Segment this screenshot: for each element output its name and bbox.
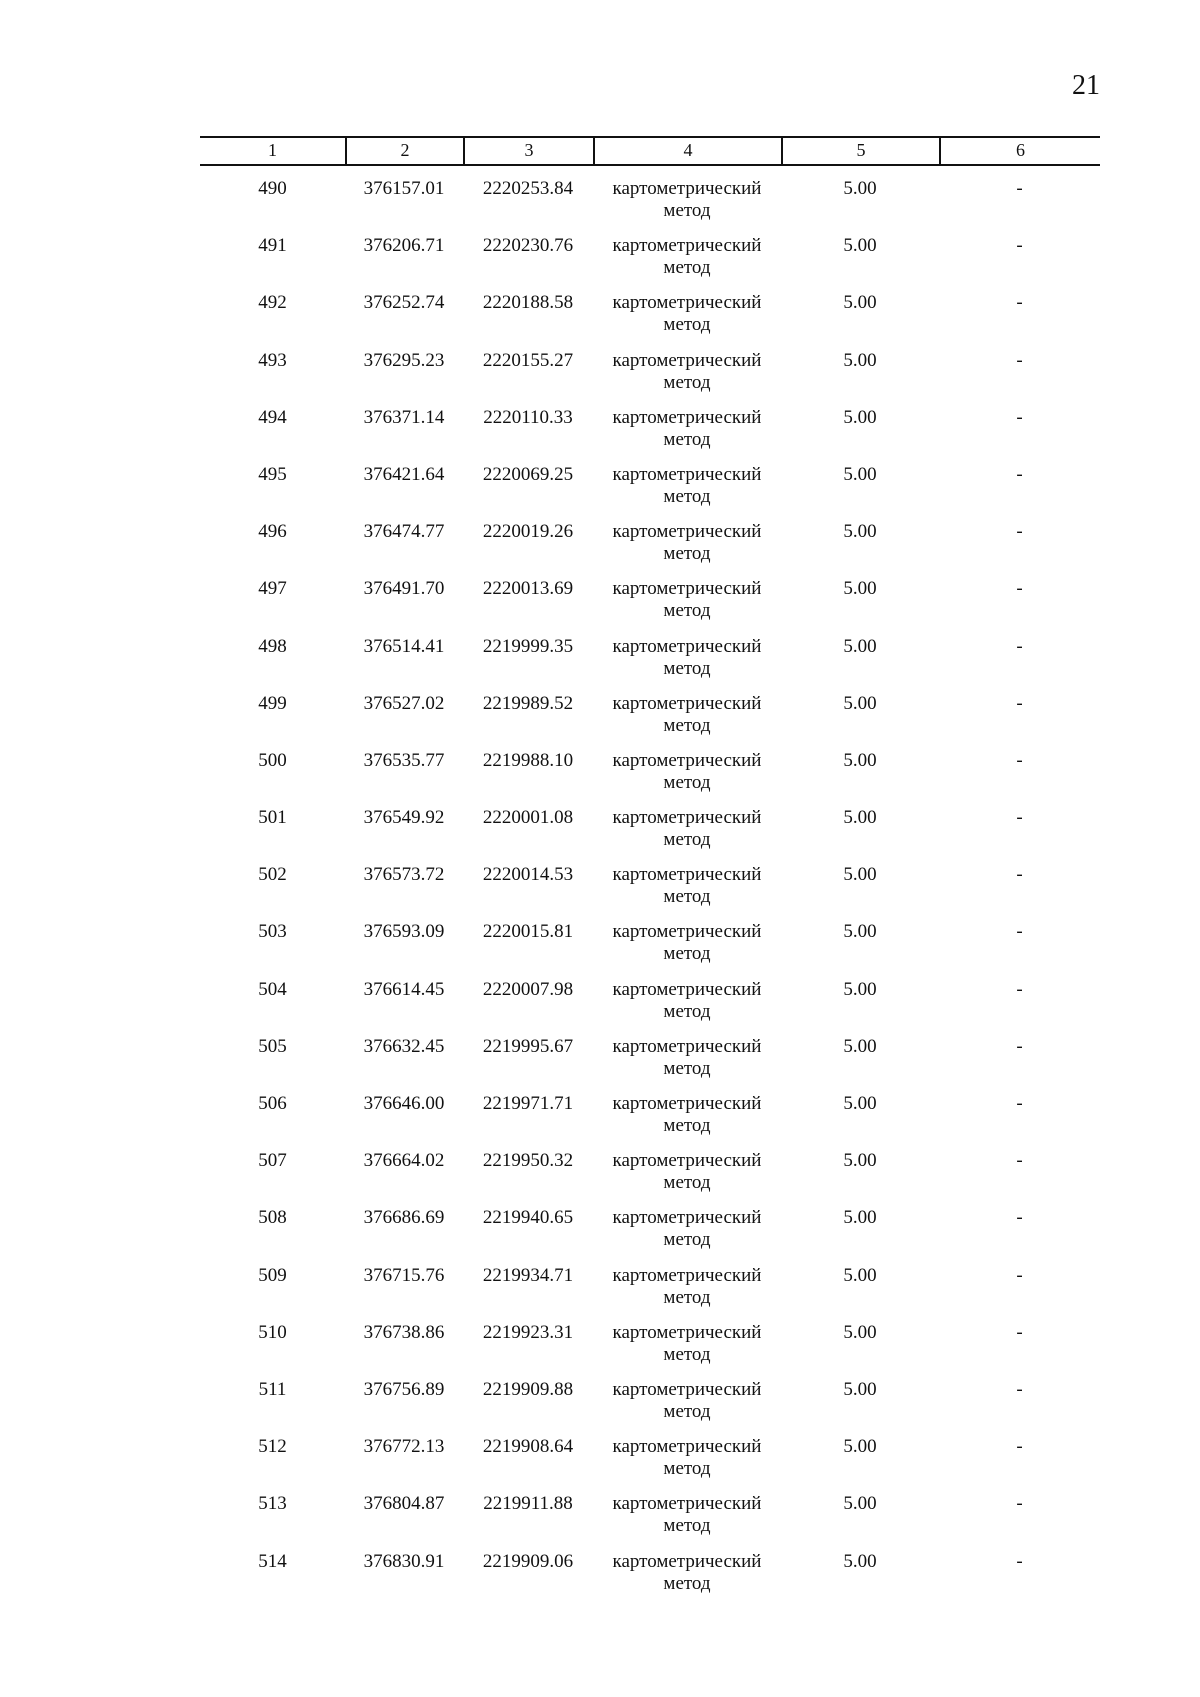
y-coordinate-cell: 2219999.35 <box>482 635 574 657</box>
method-line-1: картометрический <box>612 1264 762 1286</box>
y-coordinate-cell: 2220007.98 <box>482 978 574 1000</box>
method-line-2: метод <box>663 1172 711 1194</box>
method-cell <box>593 1379 781 1436</box>
accuracy-cell: 5.00 <box>843 292 877 314</box>
method-line-2: метод <box>663 1000 711 1022</box>
y-coordinate-cell: 2220001.08 <box>482 807 574 829</box>
accuracy-cell: 5.00 <box>843 1493 877 1515</box>
note-cell: - <box>1016 406 1023 428</box>
note-cell: - <box>1016 1550 1023 1572</box>
method-line-1: картометрический <box>612 1436 762 1458</box>
note-cell: - <box>1016 807 1023 829</box>
method-line-2: метод <box>663 714 711 736</box>
method-line-1: картометрический <box>612 749 762 771</box>
method-cell <box>593 1093 781 1150</box>
y-coordinate-cell: 2220015.81 <box>482 921 574 943</box>
method-cell <box>593 464 781 521</box>
method-line-2: метод <box>663 1057 711 1079</box>
table-row <box>200 979 1100 1036</box>
method-line-2: метод <box>663 485 711 507</box>
method-line-1: картометрический <box>612 807 762 829</box>
x-coordinate-cell: 376527.02 <box>363 692 445 714</box>
y-coordinate-cell: 2219908.64 <box>482 1436 574 1458</box>
x-coordinate-cell: 376371.14 <box>363 406 445 428</box>
column-header-6: 6 <box>939 138 1100 164</box>
accuracy-cell: 5.00 <box>843 807 877 829</box>
method-line-1: картометрический <box>612 978 762 1000</box>
accuracy-cell: 5.00 <box>843 1550 877 1572</box>
point-number-cell: 498 <box>258 635 287 657</box>
method-line-2: метод <box>663 1343 711 1365</box>
y-coordinate-cell: 2220155.27 <box>482 349 574 371</box>
table-row <box>200 1265 1100 1322</box>
y-coordinate-cell: 2219934.71 <box>482 1264 574 1286</box>
method-line-2: метод <box>663 257 711 279</box>
method-line-2: метод <box>663 1286 711 1308</box>
table-row <box>200 578 1100 635</box>
accuracy-cell: 5.00 <box>843 978 877 1000</box>
table-row <box>200 521 1100 578</box>
y-coordinate-cell: 2220019.26 <box>482 521 574 543</box>
accuracy-cell: 5.00 <box>843 1321 877 1343</box>
point-number-cell: 493 <box>258 349 287 371</box>
accuracy-cell: 5.00 <box>843 864 877 886</box>
method-line-2: метод <box>663 1115 711 1136</box>
x-coordinate-cell: 376632.45 <box>363 1035 445 1057</box>
method-line-1: картометрический <box>612 1150 762 1172</box>
note-cell: - <box>1016 1264 1023 1286</box>
y-coordinate-cell: 2219950.32 <box>482 1150 574 1172</box>
x-coordinate-cell: 376549.92 <box>363 807 445 829</box>
method-cell <box>593 521 781 578</box>
note-cell: - <box>1016 292 1023 314</box>
y-coordinate-cell: 2220230.76 <box>482 235 574 257</box>
y-coordinate-cell: 2219911.88 <box>483 1493 573 1515</box>
method-line-1: картометрический <box>612 864 762 886</box>
method-line-2: метод <box>663 428 711 450</box>
accuracy-cell: 5.00 <box>843 463 877 485</box>
x-coordinate-cell: 376664.02 <box>363 1150 445 1172</box>
accuracy-cell: 5.00 <box>843 349 877 371</box>
method-cell <box>593 693 781 750</box>
table-row <box>200 807 1100 864</box>
method-line-2: метод <box>663 829 711 851</box>
x-coordinate-cell: 376715.76 <box>363 1264 445 1286</box>
x-coordinate-cell: 376646.00 <box>363 1093 445 1114</box>
point-number-cell: 512 <box>258 1436 287 1458</box>
method-cell <box>593 1207 781 1264</box>
point-number-cell: 505 <box>258 1035 287 1057</box>
accuracy-cell: 5.00 <box>843 1378 877 1400</box>
x-coordinate-cell: 376804.87 <box>363 1493 445 1515</box>
y-coordinate-cell: 2220014.53 <box>482 864 574 886</box>
method-cell <box>593 292 781 349</box>
point-number-cell: 492 <box>258 292 287 314</box>
table-body <box>200 178 1100 1608</box>
method-line-2: метод <box>663 771 711 793</box>
table-row <box>200 636 1100 693</box>
y-coordinate-cell: 2219940.65 <box>482 1207 574 1229</box>
method-line-1: картометрический <box>612 406 762 428</box>
method-line-1: картометрический <box>612 292 762 314</box>
accuracy-cell: 5.00 <box>843 406 877 428</box>
method-cell <box>593 235 781 292</box>
point-number-cell: 494 <box>258 406 287 428</box>
point-number-cell: 490 <box>258 178 287 199</box>
table-row <box>200 693 1100 750</box>
accuracy-cell: 5.00 <box>843 521 877 543</box>
table-row <box>200 235 1100 292</box>
coordinates-table <box>200 136 1100 1608</box>
note-cell: - <box>1016 635 1023 657</box>
method-line-1: картометрический <box>612 578 762 600</box>
column-header-4: 4 <box>593 138 781 164</box>
method-cell <box>593 350 781 407</box>
x-coordinate-cell: 376756.89 <box>363 1378 445 1400</box>
x-coordinate-cell: 376535.77 <box>363 749 445 771</box>
method-line-1: картометрический <box>612 349 762 371</box>
note-cell: - <box>1016 521 1023 543</box>
column-header-1: 1 <box>268 140 277 160</box>
method-cell <box>593 1436 781 1493</box>
x-coordinate-cell: 376830.91 <box>363 1550 445 1572</box>
note-cell: - <box>1016 1093 1023 1114</box>
table-header-row <box>200 136 1100 166</box>
point-number-cell: 511 <box>258 1378 287 1400</box>
y-coordinate-cell: 2219923.31 <box>482 1321 574 1343</box>
note-cell: - <box>1016 1493 1023 1515</box>
table-row <box>200 350 1100 407</box>
y-coordinate-cell: 2220069.25 <box>482 463 574 485</box>
note-cell: - <box>1016 235 1023 257</box>
y-coordinate-cell: 2219909.88 <box>482 1378 574 1400</box>
method-line-2: метод <box>663 371 711 393</box>
point-number-cell: 514 <box>258 1550 287 1572</box>
table-row <box>200 1322 1100 1379</box>
point-number-cell: 513 <box>258 1493 287 1515</box>
point-number-cell: 499 <box>258 692 287 714</box>
x-coordinate-cell: 376686.69 <box>363 1207 445 1229</box>
table-row <box>200 1150 1100 1207</box>
point-number-cell: 507 <box>258 1150 287 1172</box>
y-coordinate-cell: 2220013.69 <box>482 578 574 600</box>
note-cell: - <box>1016 864 1023 886</box>
x-coordinate-cell: 376573.72 <box>363 864 445 886</box>
y-coordinate-cell: 2219971.71 <box>482 1093 574 1114</box>
point-number-cell: 509 <box>258 1264 287 1286</box>
method-line-1: картометрический <box>612 1493 762 1515</box>
table-row <box>200 1436 1100 1493</box>
table-row <box>200 750 1100 807</box>
method-cell <box>593 1036 781 1093</box>
method-line-2: метод <box>663 1515 711 1537</box>
note-cell: - <box>1016 463 1023 485</box>
point-number-cell: 497 <box>258 578 287 600</box>
table-row <box>200 1093 1100 1150</box>
note-cell: - <box>1016 1321 1023 1343</box>
table-row <box>200 1551 1100 1608</box>
table-row <box>200 178 1100 235</box>
accuracy-cell: 5.00 <box>843 1207 877 1229</box>
note-cell: - <box>1016 578 1023 600</box>
method-line-2: метод <box>663 943 711 965</box>
method-line-1: картометрический <box>612 1550 762 1572</box>
note-cell: - <box>1016 692 1023 714</box>
table-row <box>200 921 1100 978</box>
accuracy-cell: 5.00 <box>843 1035 877 1057</box>
note-cell: - <box>1016 1207 1023 1229</box>
method-cell <box>593 1265 781 1322</box>
method-cell <box>593 407 781 464</box>
x-coordinate-cell: 376474.77 <box>363 521 445 543</box>
method-line-1: картометрический <box>612 178 762 199</box>
method-line-2: метод <box>663 886 711 908</box>
table-row <box>200 864 1100 921</box>
table-row <box>200 292 1100 349</box>
accuracy-cell: 5.00 <box>843 921 877 943</box>
method-cell <box>593 636 781 693</box>
point-number-cell: 506 <box>258 1093 287 1114</box>
table-row <box>200 1493 1100 1550</box>
method-line-2: метод <box>663 1572 711 1594</box>
accuracy-cell: 5.00 <box>843 749 877 771</box>
note-cell: - <box>1016 921 1023 943</box>
x-coordinate-cell: 376614.45 <box>363 978 445 1000</box>
method-line-2: метод <box>663 314 711 336</box>
note-cell: - <box>1016 1035 1023 1057</box>
method-cell <box>593 979 781 1036</box>
table-row <box>200 1379 1100 1436</box>
x-coordinate-cell: 376157.01 <box>363 178 445 199</box>
point-number-cell: 501 <box>258 807 287 829</box>
method-line-1: картометрический <box>612 1378 762 1400</box>
y-coordinate-cell: 2220110.33 <box>483 406 573 428</box>
y-coordinate-cell: 2219909.06 <box>482 1550 574 1572</box>
table-row <box>200 464 1100 521</box>
method-line-1: картометрический <box>612 521 762 543</box>
method-line-1: картометрический <box>612 1207 762 1229</box>
method-cell <box>593 578 781 635</box>
method-line-1: картометрический <box>612 463 762 485</box>
method-line-2: метод <box>663 1400 711 1422</box>
point-number-cell: 495 <box>258 463 287 485</box>
method-cell <box>593 1322 781 1379</box>
point-number-cell: 491 <box>258 235 287 257</box>
note-cell: - <box>1016 1378 1023 1400</box>
accuracy-cell: 5.00 <box>843 1264 877 1286</box>
method-line-1: картометрический <box>612 1093 762 1114</box>
method-cell <box>593 750 781 807</box>
point-number-cell: 496 <box>258 521 287 543</box>
x-coordinate-cell: 376295.23 <box>363 349 445 371</box>
accuracy-cell: 5.00 <box>843 578 877 600</box>
x-coordinate-cell: 376252.74 <box>363 292 445 314</box>
accuracy-cell: 5.00 <box>843 1436 877 1458</box>
point-number-cell: 502 <box>258 864 287 886</box>
y-coordinate-cell: 2219988.10 <box>482 749 574 771</box>
method-line-1: картометрический <box>612 235 762 257</box>
method-line-2: метод <box>663 200 711 221</box>
point-number-cell: 508 <box>258 1207 287 1229</box>
y-coordinate-cell: 2220188.58 <box>482 292 574 314</box>
note-cell: - <box>1016 749 1023 771</box>
method-line-2: метод <box>663 657 711 679</box>
note-cell: - <box>1016 978 1023 1000</box>
note-cell: - <box>1016 349 1023 371</box>
method-line-2: метод <box>663 543 711 565</box>
table-row <box>200 1207 1100 1264</box>
note-cell: - <box>1016 1150 1023 1172</box>
x-coordinate-cell: 376421.64 <box>363 463 445 485</box>
column-header-5: 5 <box>781 138 939 164</box>
column-header-2: 2 <box>345 138 463 164</box>
method-cell <box>593 178 781 235</box>
accuracy-cell: 5.00 <box>843 635 877 657</box>
y-coordinate-cell: 2219989.52 <box>482 692 574 714</box>
column-header-3: 3 <box>463 138 593 164</box>
method-cell <box>593 1493 781 1550</box>
method-line-1: картометрический <box>612 692 762 714</box>
accuracy-cell: 5.00 <box>843 692 877 714</box>
point-number-cell: 510 <box>258 1321 287 1343</box>
accuracy-cell: 5.00 <box>843 1150 877 1172</box>
table-row <box>200 1036 1100 1093</box>
note-cell: - <box>1016 1436 1023 1458</box>
accuracy-cell: 5.00 <box>843 178 877 199</box>
method-line-1: картометрический <box>612 1321 762 1343</box>
point-number-cell: 500 <box>258 749 287 771</box>
point-number-cell: 504 <box>258 978 287 1000</box>
method-line-2: метод <box>663 1458 711 1480</box>
accuracy-cell: 5.00 <box>843 235 877 257</box>
method-cell <box>593 921 781 978</box>
note-cell: - <box>1016 178 1023 199</box>
method-line-2: метод <box>663 1229 711 1251</box>
x-coordinate-cell: 376738.86 <box>363 1321 445 1343</box>
y-coordinate-cell: 2220253.84 <box>482 178 574 199</box>
x-coordinate-cell: 376206.71 <box>363 235 445 257</box>
method-cell <box>593 1150 781 1207</box>
method-line-1: картометрический <box>612 635 762 657</box>
x-coordinate-cell: 376514.41 <box>363 635 445 657</box>
method-line-2: метод <box>663 600 711 622</box>
y-coordinate-cell: 2219995.67 <box>482 1035 574 1057</box>
accuracy-cell: 5.00 <box>843 1093 877 1114</box>
point-number-cell: 503 <box>258 921 287 943</box>
method-cell <box>593 1551 781 1608</box>
method-cell <box>593 807 781 864</box>
method-cell <box>593 864 781 921</box>
page-number: 21 <box>1072 70 1100 101</box>
method-line-1: картометрический <box>612 921 762 943</box>
table-row <box>200 407 1100 464</box>
x-coordinate-cell: 376491.70 <box>363 578 445 600</box>
method-line-1: картометрический <box>612 1035 762 1057</box>
x-coordinate-cell: 376593.09 <box>363 921 445 943</box>
x-coordinate-cell: 376772.13 <box>363 1436 445 1458</box>
